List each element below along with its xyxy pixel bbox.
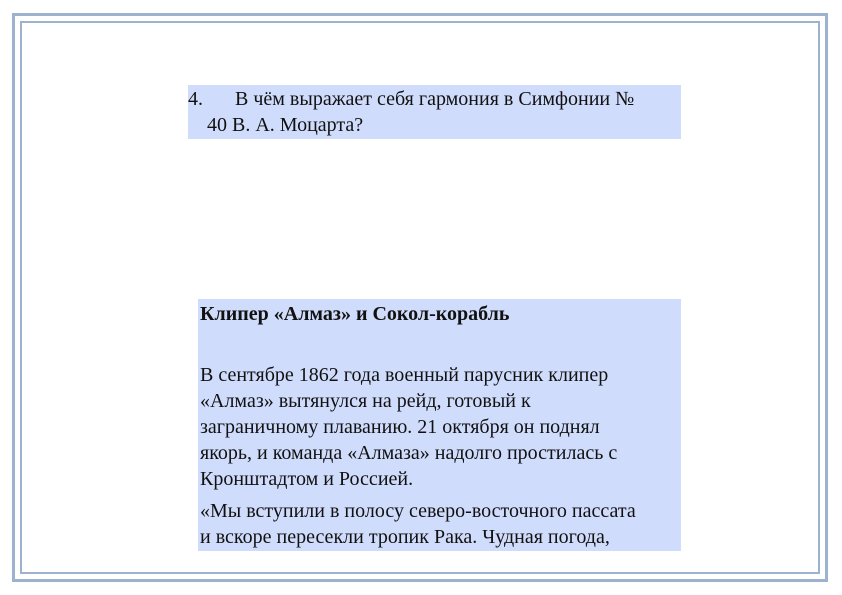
story-p1-line: якорь, и команда «Алмаза» надолго простилась с	[200, 442, 618, 464]
story-p1-line: заграничному плаванию. 21 октября он поднял	[200, 416, 600, 438]
question-text-line-2: 40 В. А. Моцарта?	[207, 114, 364, 136]
story-block	[198, 299, 681, 551]
story-p1-line: В сентябре 1862 года военный парусник клипер	[200, 364, 609, 386]
story-p2-line: и вскоре пересекли тропик Рака. Чудная погода,	[200, 526, 610, 548]
story-title: Клипер «Алмаз» и Сокол-корабль	[200, 303, 510, 325]
story-paragraph-2	[200, 498, 680, 550]
question-number: 4.	[188, 88, 203, 110]
question-block	[188, 85, 681, 139]
story-paragraph-1	[200, 362, 678, 492]
question-line-1	[188, 86, 634, 112]
story-p1-line: «Алмаз» вытянулся на рейд, готовый к	[200, 390, 531, 412]
story-p2-line: «Мы вступили в полосу северо-восточного пассата	[200, 500, 636, 522]
question-text-line-1: В чём выражает себя гармония в Симфонии №	[235, 88, 635, 110]
story-p1-line: Кронштадтом и Россией.	[200, 468, 414, 490]
